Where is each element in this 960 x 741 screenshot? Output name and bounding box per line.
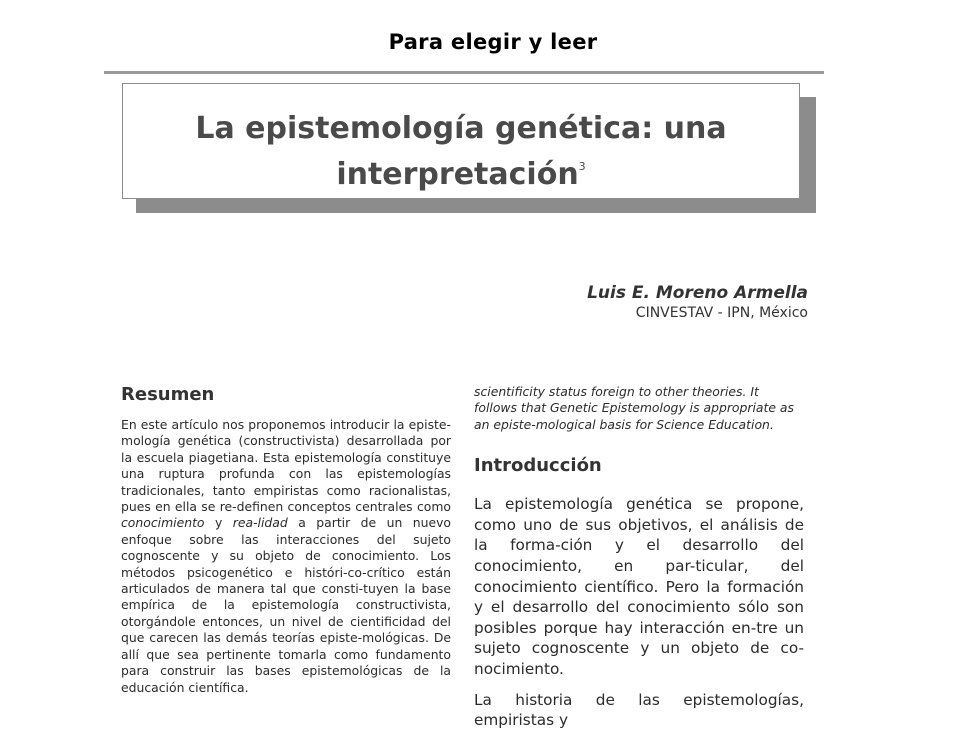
article-title (123, 110, 799, 194)
top-divider (104, 71, 824, 74)
introduccion-paragraph-1: La epistemología genética se propone, como uno de sus objetivos, el análisis de la forma-ción y el desarrollo del conocimiento, en par-ticular, del conocimiento científico. Pero la formación y el desarrollo del conocimiento sólo son posibles porque hay interacción en-tre un sujeto cognoscente y un objeto de co-nocimiento. (474, 495, 804, 678)
author-affiliation: CINVESTAV - IPN, México (635, 305, 808, 321)
resumen-italic-conocimiento: conocimiento (121, 515, 205, 531)
article-title-box (122, 83, 800, 199)
resumen-heading: Resumen (121, 384, 215, 405)
resumen-text-part1: En este artículo nos proponemos introducir la episte-mología genética (constructivista) desarrollada por la escuela piagetiana. Esta epistemología constituye una ruptura profunda con las epistemologías tradicionales, tanto empiristas como racionalistas, pues en ella se re-definen conceptos centrales como (121, 417, 451, 515)
resumen-text-part2: y (204, 515, 233, 531)
introduccion-heading: Introducción (474, 455, 602, 477)
left-column (121, 384, 451, 696)
right-column (474, 384, 804, 741)
resumen-text (121, 417, 451, 696)
introduccion-paragraph-2: La historia de las epistemologías, empiristas y (474, 690, 804, 730)
article-title-line1: La epistemología genética: una (195, 111, 727, 146)
resumen-text-part3: a partir de un nuevo enfoque sobre las interacciones del sujeto cognoscente y su objeto de conocimiento. Los métodos psicogenético e históri-co-crítico están articulados de manera tal que consti-tuyen la base empírica de la epistemología constructivista, otorgándole entonces, un nivel de cientificidad del que carecen las demás teorías episte-mológicas. De allí que sea pertinente tomarla como fundamento para construir las bases epistemológicas de la educación científica. (121, 515, 452, 695)
title-footnote-marker: 3 (578, 160, 586, 173)
abstract-continuation: scientificity status foreign to other theories. It follows that Genetic Epistemology is appropriate as an episte-mological basis for Science Education. (474, 384, 794, 432)
author-name: Luis E. Moreno Armella (587, 283, 808, 303)
slide-title: Para elegir y leer (388, 30, 598, 54)
article-title-line2: interpretación (336, 157, 579, 192)
resumen-italic-realidad: rea-lidad (232, 515, 288, 531)
